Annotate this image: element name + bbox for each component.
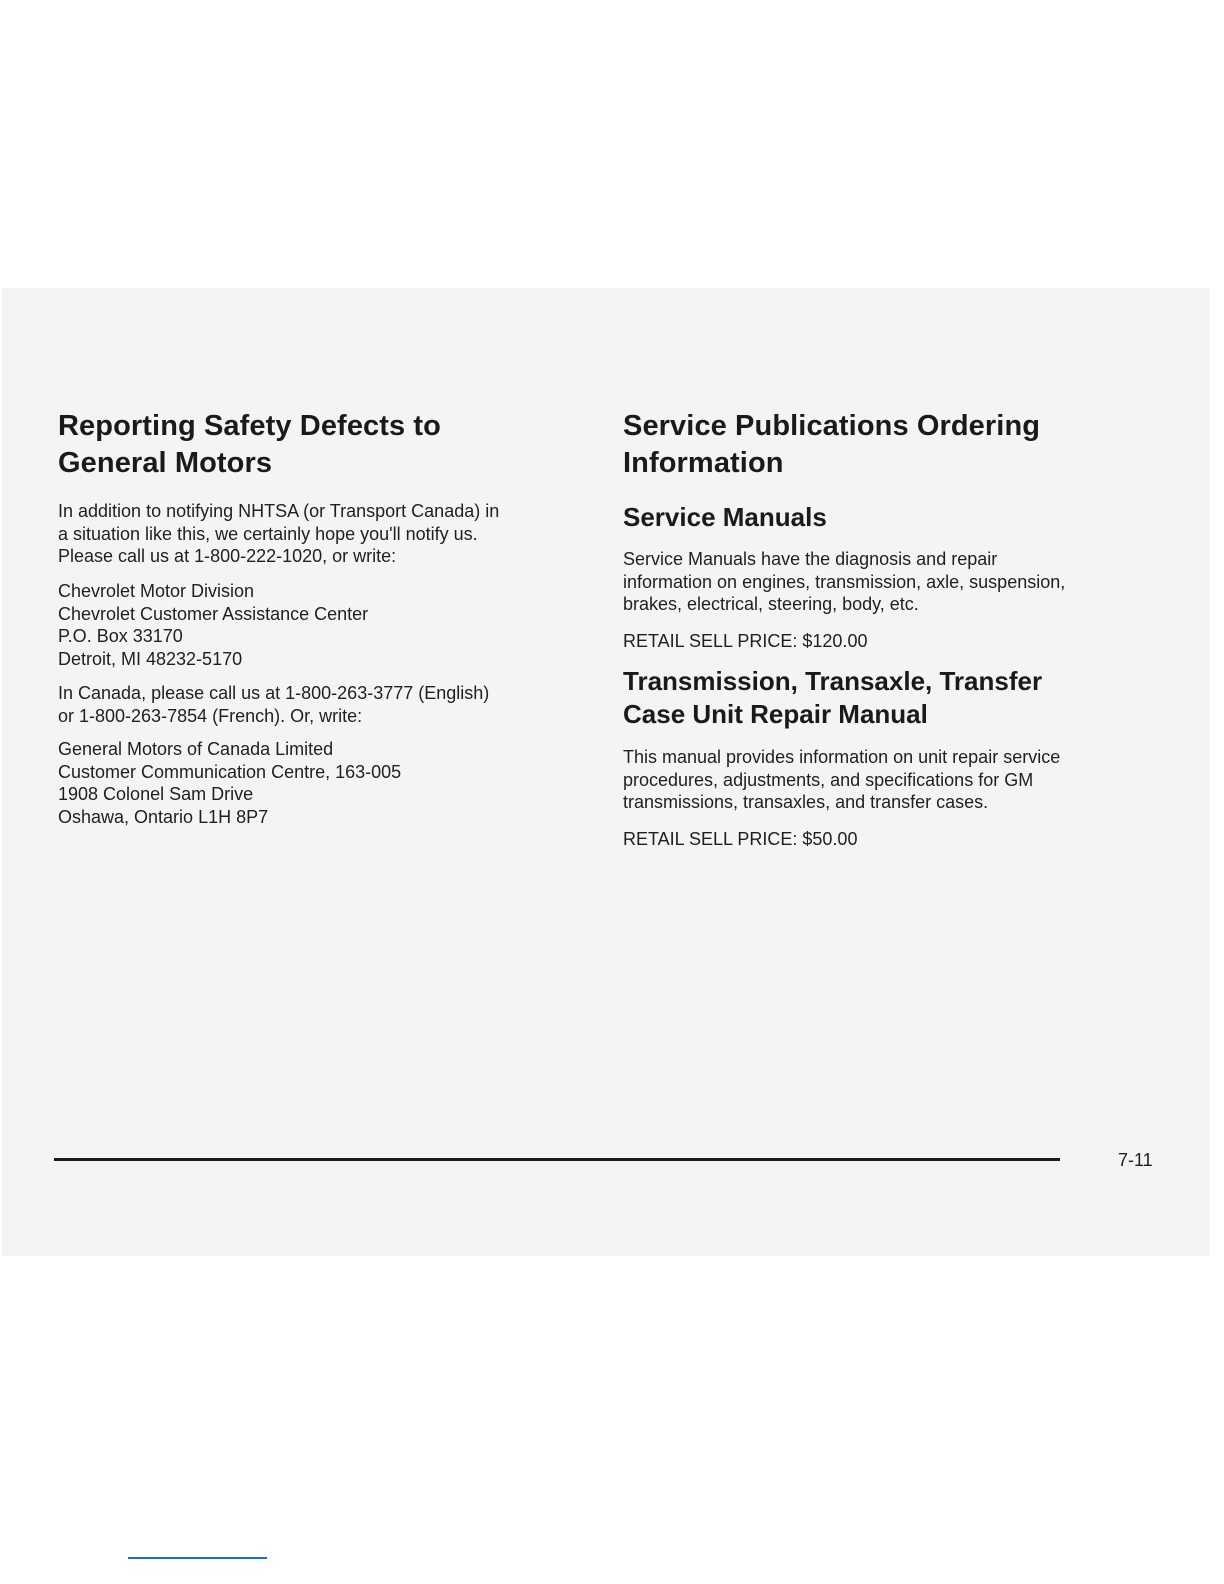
address-line: General Motors of Canada Limited [58,739,334,759]
address-line: Chevrolet Motor Division [58,581,255,601]
text-line: information on engines, transmission, axle, suspension, [623,571,1066,592]
text-line: brakes, electrical, steering, body, etc. [623,594,919,614]
text-line: This manual provides information on unit repair service [623,747,1061,767]
address-line: 1908 Colonel Sam Drive [58,784,254,804]
text-line: a situation like this, we certainly hope you'll notify us. [58,523,478,544]
footer-link-underline [128,1557,267,1559]
heading-line: General Motors [58,447,273,479]
transmission-manual-paragraph [623,746,1163,814]
address-line: P.O. Box 33170 [58,626,183,646]
heading-line: Reporting Safety Defects to [58,410,441,442]
us-address-block [58,580,588,670]
heading-line: Case Unit Repair Manual [623,699,928,729]
publications-heading [623,408,1163,482]
text-line: procedures, adjustments, and specifications for GM [623,769,1034,790]
canada-address-block [58,738,588,828]
intro-paragraph [58,500,588,568]
canada-paragraph [58,682,588,727]
text-line: Service Manuals have the diagnosis and repair [623,549,998,569]
heading-line: Transmission, Transaxle, Transfer [623,666,1043,696]
address-line: Customer Communication Centre, 163-005 [58,761,402,782]
heading-line: Service Publications Ordering [623,410,1041,442]
address-line: Chevrolet Customer Assistance Center [58,603,369,624]
address-line: Detroit, MI 48232-5170 [58,648,243,669]
service-manuals-price: RETAIL SELL PRICE: $120.00 [623,631,868,651]
text-line: or 1-800-263-7854 (French). Or, write: [58,705,363,726]
text-line: transmissions, transaxles, and transfer cases. [623,792,989,812]
service-manuals-heading: Service Manuals [623,502,827,532]
text-line: Please call us at 1-800-222-1020, or write: [58,546,397,566]
text-line: In Canada, please call us at 1-800-263-3777 (English) [58,683,490,703]
page-number: 7-11 [1118,1150,1153,1170]
footer-rule [54,1158,1060,1161]
transmission-manual-price: RETAIL SELL PRICE: $50.00 [623,829,858,849]
address-line: Oshawa, Ontario L1H 8P7 [58,806,269,827]
content-panel [2,288,1210,1256]
transmission-manual-heading [623,665,1163,731]
text-line: In addition to notifying NHTSA (or Transport Canada) in [58,501,500,521]
heading-line: Information [623,447,784,479]
service-manuals-paragraph [623,548,1163,616]
safety-defects-heading [58,408,588,482]
